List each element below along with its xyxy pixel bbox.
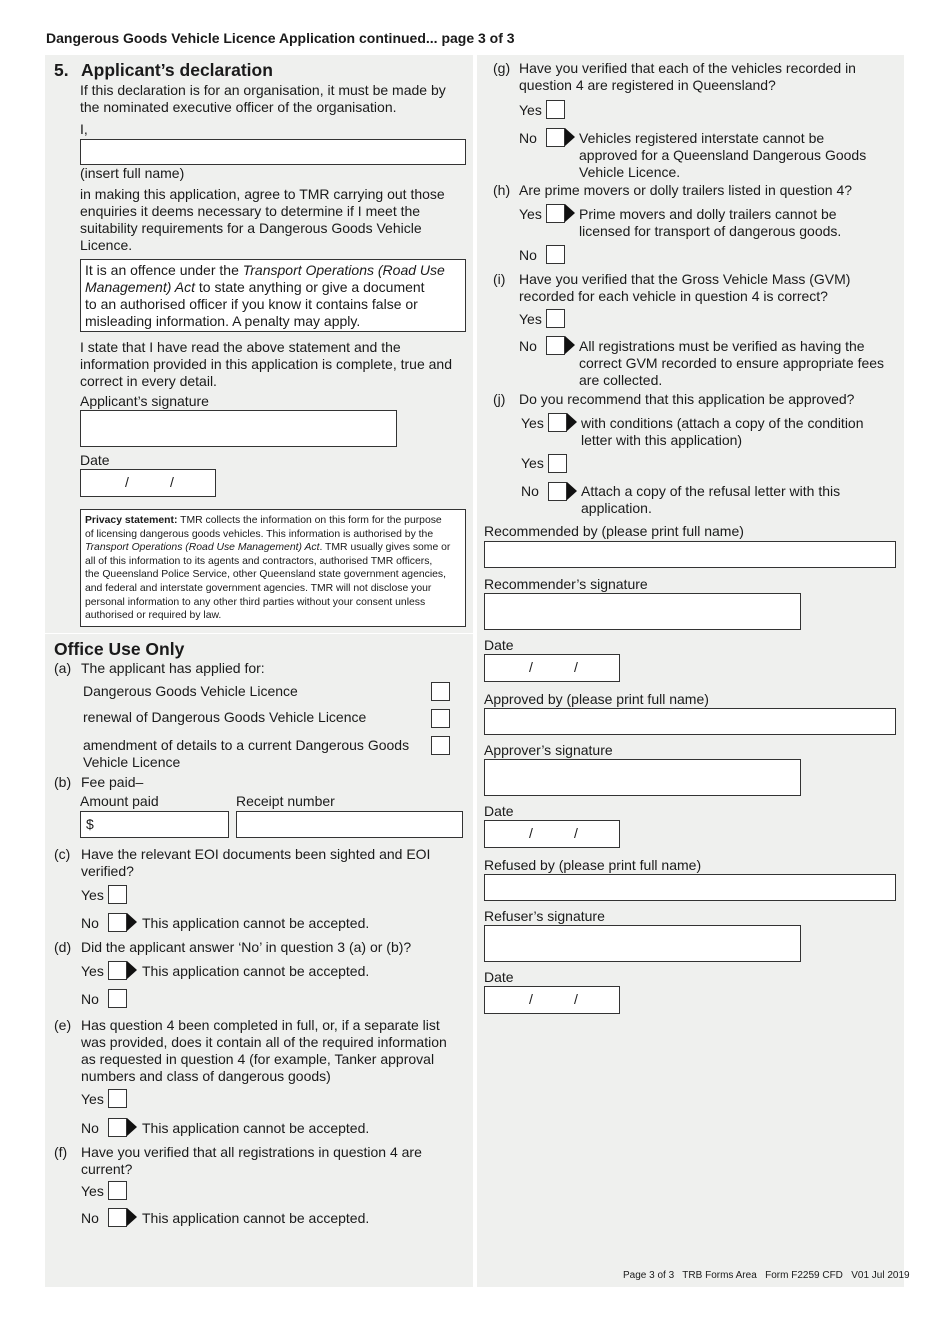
privacy-line-5: the Queensland Police Service, other Queensland state government agencies, bbox=[85, 569, 447, 581]
j-no-note-1: Attach a copy of the refusal letter with this bbox=[581, 483, 841, 499]
refused-by-label: Refused by (please print full name) bbox=[484, 857, 702, 873]
recommender-signature-label: Recommender’s signature bbox=[484, 576, 648, 592]
approver-signature-label: Approver’s signature bbox=[484, 742, 613, 758]
question-g-text-1: Have you verified that each of the vehicles recorded in bbox=[519, 60, 856, 76]
g-yes-checkbox[interactable] bbox=[546, 100, 565, 119]
i-label: I, bbox=[80, 121, 88, 137]
refuser-signature-label: Refuser’s signature bbox=[484, 908, 605, 924]
c-yes-checkbox[interactable] bbox=[108, 885, 127, 904]
privacy-line-1: Privacy statement: TMR collects the information on this form for the purpose bbox=[85, 515, 442, 526]
applicant-signature-field[interactable] bbox=[80, 410, 397, 447]
question-g-letter: (g) bbox=[493, 60, 511, 76]
question-i-letter: (i) bbox=[493, 271, 506, 287]
declaration-intro-1: If this declaration is for an organisation, it must be made by bbox=[80, 82, 446, 98]
arrow-right-icon bbox=[127, 913, 137, 931]
j-conditions-note-1: with conditions (attach a copy of the condition bbox=[581, 415, 864, 431]
insert-name-label: (insert full name) bbox=[80, 165, 185, 181]
g-yes-label: Yes bbox=[519, 102, 542, 118]
full-name-input[interactable] bbox=[80, 139, 466, 165]
approved-by-input[interactable] bbox=[484, 708, 896, 735]
f-yes-checkbox[interactable] bbox=[108, 1181, 127, 1200]
i-no-note-3: are collected. bbox=[579, 372, 663, 388]
privacy-line-7: personal information to any other third parties without your consent unless bbox=[85, 596, 426, 608]
question-j-letter: (j) bbox=[493, 391, 506, 407]
question-c-text-1: Have the relevant EOI documents been sighted and EOI bbox=[81, 846, 431, 862]
j-yes-label: Yes bbox=[521, 455, 544, 471]
receipt-number-input[interactable] bbox=[236, 811, 463, 838]
declaration-number: 5. bbox=[54, 60, 69, 80]
c-no-checkbox[interactable] bbox=[108, 913, 127, 932]
c-yes-label: Yes bbox=[81, 887, 104, 903]
option-amendment-checkbox[interactable] bbox=[431, 736, 450, 755]
d-yes-label: Yes bbox=[81, 963, 104, 979]
date-slash: / bbox=[574, 659, 578, 675]
arrow-right-icon bbox=[127, 1208, 137, 1226]
privacy-line-8: authorised or required by law. bbox=[85, 610, 222, 622]
arrow-right-icon bbox=[127, 961, 137, 979]
signature-label: Applicant’s signature bbox=[80, 393, 209, 409]
privacy-line-6: and federal and interstate government agencies. TMR will not disclose your bbox=[85, 583, 432, 594]
agree-line-3: suitability requirements for a Dangerous Goods Vehicle bbox=[80, 220, 422, 236]
g-no-note-1: Vehicles registered interstate cannot be bbox=[579, 130, 825, 146]
g-no-label: No bbox=[519, 130, 537, 146]
offence-line-2: Management) Act to state anything or give a document bbox=[85, 279, 425, 295]
applicant-date-field[interactable] bbox=[80, 469, 216, 497]
agree-line-2: enquiries it deems necessary to determine if I meet the bbox=[80, 203, 421, 219]
question-a-text: The applicant has applied for: bbox=[81, 660, 265, 676]
privacy-line-4: all of this information to its agents and contractors, authorised TMR officers, bbox=[85, 555, 433, 567]
question-g-text-2: question 4 are registered in Queensland? bbox=[519, 77, 776, 93]
d-yes-note: This application cannot be accepted. bbox=[142, 963, 370, 979]
g-no-note-3: Vehicle Licence. bbox=[579, 164, 681, 180]
question-c-text-2: verified? bbox=[81, 863, 134, 879]
j-conditions-note-2: letter with this application) bbox=[581, 432, 743, 448]
d-no-label: No bbox=[81, 991, 99, 1007]
option-amendment-label-1: amendment of details to a current Dangerous Goods bbox=[83, 737, 410, 753]
refuser-signature-field[interactable] bbox=[484, 925, 801, 962]
arrow-right-icon bbox=[567, 413, 577, 431]
option-licence-checkbox[interactable] bbox=[431, 682, 450, 701]
question-b-letter: (b) bbox=[54, 774, 72, 790]
i-no-note-1: All registrations must be verified as having the bbox=[579, 338, 865, 354]
date-slash: / bbox=[574, 991, 578, 1007]
approver-date-label: Date bbox=[484, 803, 514, 819]
state-line-1: I state that I have read the above statement and the bbox=[80, 339, 401, 355]
arrow-right-icon bbox=[127, 1118, 137, 1136]
question-j-text: Do you recommend that this application be approved? bbox=[519, 391, 855, 407]
arrow-right-icon bbox=[567, 482, 577, 500]
h-yes-note-1: Prime movers and dolly trailers cannot be bbox=[579, 206, 837, 222]
j-no-checkbox[interactable] bbox=[548, 482, 567, 501]
h-yes-note-2: licensed for transport of dangerous goods. bbox=[579, 223, 842, 239]
j-no-label: No bbox=[521, 483, 539, 499]
approver-date-field[interactable] bbox=[484, 820, 620, 848]
amount-paid-input[interactable] bbox=[80, 811, 229, 838]
amount-paid-label: Amount paid bbox=[80, 793, 159, 809]
date-slash: / bbox=[529, 659, 533, 675]
recommender-signature-field[interactable] bbox=[484, 593, 801, 630]
date-label: Date bbox=[80, 452, 110, 468]
offence-line-1: It is an offence under the Transport Operations (Road Use bbox=[85, 262, 445, 278]
g-no-checkbox[interactable] bbox=[546, 128, 565, 147]
f-yes-label: Yes bbox=[81, 1183, 104, 1199]
option-renewal-checkbox[interactable] bbox=[431, 709, 450, 728]
dollar-sign: $ bbox=[86, 816, 94, 832]
question-e-letter: (e) bbox=[54, 1017, 72, 1033]
f-no-note: This application cannot be accepted. bbox=[142, 1210, 370, 1226]
question-h-text: Are prime movers or dolly trailers listed in question 4? bbox=[519, 182, 853, 198]
question-d-text: Did the applicant answer ‘No’ in question 3 (a) or (b)? bbox=[81, 939, 412, 955]
declaration-intro-2: the nominated executive officer of the organisation. bbox=[80, 99, 397, 115]
h-yes-label: Yes bbox=[519, 206, 542, 222]
question-f-text-1: Have you verified that all registrations in question 4 are bbox=[81, 1144, 422, 1160]
h-yes-checkbox[interactable] bbox=[546, 204, 565, 223]
recommended-by-label: Recommended by (please print full name) bbox=[484, 523, 744, 539]
arrow-right-icon bbox=[565, 336, 575, 354]
date-slash: / bbox=[170, 474, 174, 490]
g-no-note-2: approved for a Queensland Dangerous Goods bbox=[579, 147, 867, 163]
question-e-text-3: as requested in question 4 (for example, Tanker approval bbox=[81, 1051, 435, 1067]
e-no-checkbox[interactable] bbox=[108, 1118, 127, 1137]
page-header: Dangerous Goods Vehicle Licence Application continued... page 3 of 3 bbox=[46, 30, 515, 46]
j-yes-conditions-label: Yes bbox=[521, 415, 544, 431]
date-slash: / bbox=[125, 474, 129, 490]
e-no-note: This application cannot be accepted. bbox=[142, 1120, 370, 1136]
c-no-note: This application cannot be accepted. bbox=[142, 915, 370, 931]
h-no-label: No bbox=[519, 247, 537, 263]
privacy-line-3: Transport Operations (Road Use Management) Act. TMR usually gives some or bbox=[85, 542, 451, 554]
e-yes-label: Yes bbox=[81, 1091, 104, 1107]
question-i-text-1: Have you verified that the Gross Vehicle Mass (GVM) bbox=[519, 271, 851, 287]
f-no-label: No bbox=[81, 1210, 99, 1226]
j-no-note-2: application. bbox=[581, 500, 652, 516]
question-f-letter: (f) bbox=[54, 1144, 68, 1160]
f-no-checkbox[interactable] bbox=[108, 1208, 127, 1227]
question-b-text: Fee paid– bbox=[81, 774, 144, 790]
c-no-label: No bbox=[81, 915, 99, 931]
office-use-title: Office Use Only bbox=[54, 639, 185, 659]
option-amendment-label-2: Vehicle Licence bbox=[83, 754, 181, 770]
question-f-text-2: current? bbox=[81, 1161, 133, 1177]
i-yes-checkbox[interactable] bbox=[546, 309, 565, 328]
j-yes-checkbox[interactable] bbox=[548, 454, 567, 473]
question-d-letter: (d) bbox=[54, 939, 72, 955]
recommended-by-input[interactable] bbox=[484, 541, 896, 568]
declaration-title: Applicant’s declaration bbox=[81, 60, 273, 80]
agree-line-4: Licence. bbox=[80, 237, 133, 253]
arrow-right-icon bbox=[565, 204, 575, 222]
i-yes-label: Yes bbox=[519, 311, 542, 327]
question-a-letter: (a) bbox=[54, 660, 72, 676]
question-c-letter: (c) bbox=[54, 846, 71, 862]
approver-signature-field[interactable] bbox=[484, 759, 801, 796]
question-e-text-4: numbers and class of dangerous goods) bbox=[81, 1068, 331, 1084]
recommender-date-field[interactable] bbox=[484, 654, 620, 682]
offence-line-4: misleading information. A penalty may apply. bbox=[85, 313, 361, 329]
option-renewal-label: renewal of Dangerous Goods Vehicle Licence bbox=[83, 709, 367, 725]
e-yes-checkbox[interactable] bbox=[108, 1089, 127, 1108]
date-slash: / bbox=[574, 825, 578, 841]
agree-line-1: in making this application, agree to TMR carrying out those bbox=[80, 186, 445, 202]
i-no-checkbox[interactable] bbox=[546, 336, 565, 355]
refuser-date-field[interactable] bbox=[484, 986, 620, 1014]
e-no-label: No bbox=[81, 1120, 99, 1136]
j-yes-conditions-checkbox[interactable] bbox=[548, 413, 567, 432]
arrow-right-icon bbox=[565, 128, 575, 146]
i-no-label: No bbox=[519, 338, 537, 354]
privacy-line-2: of licensing dangerous goods vehicles. This information is authorised by the bbox=[85, 528, 434, 540]
option-licence-label: Dangerous Goods Vehicle Licence bbox=[83, 683, 298, 699]
d-yes-checkbox[interactable] bbox=[108, 961, 127, 980]
question-e-text-2: was provided, does it contain all of the required information bbox=[81, 1034, 447, 1050]
state-line-2: information provided in this application is complete, true and bbox=[80, 356, 452, 372]
offence-line-3: to an authorised officer if you know it contains false or bbox=[85, 296, 418, 312]
d-no-checkbox[interactable] bbox=[108, 989, 127, 1008]
date-slash: / bbox=[529, 991, 533, 1007]
refuser-date-label: Date bbox=[484, 969, 514, 985]
recommender-date-label: Date bbox=[484, 637, 514, 653]
question-i-text-2: recorded for each vehicle in question 4 is correct? bbox=[519, 288, 828, 304]
i-no-note-2: correct GVM recorded to ensure appropriate fees bbox=[579, 355, 885, 371]
refused-by-input[interactable] bbox=[484, 874, 896, 901]
date-slash: / bbox=[529, 825, 533, 841]
page-footer: Page 3 of 3 TRB Forms Area Form F2259 CFD V01 Jul 2019 bbox=[623, 1270, 910, 1281]
question-e-text-1: Has question 4 been completed in full, or, if a separate list bbox=[81, 1017, 440, 1033]
approved-by-label: Approved by (please print full name) bbox=[484, 691, 709, 707]
question-h-letter: (h) bbox=[493, 182, 511, 198]
state-line-3: correct in every detail. bbox=[80, 373, 217, 389]
receipt-number-label: Receipt number bbox=[236, 793, 335, 809]
h-no-checkbox[interactable] bbox=[546, 245, 565, 264]
